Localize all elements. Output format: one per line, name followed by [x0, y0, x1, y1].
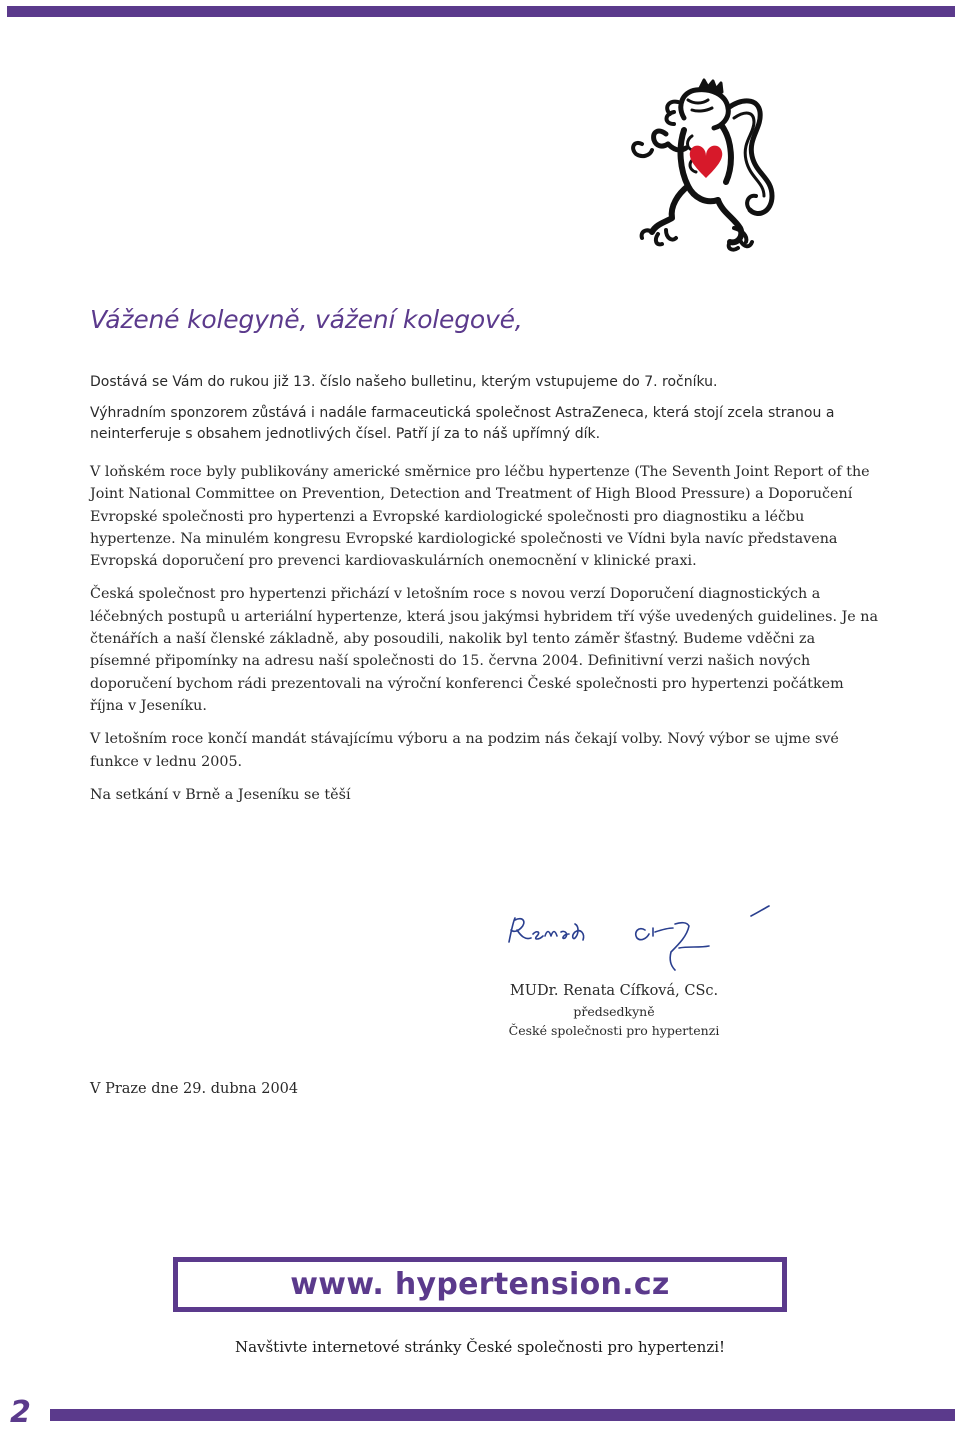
signatory-organization: České společnosti pro hypertenzi: [508, 1023, 720, 1038]
body-paragraph: Česká společnost pro hypertenzi přichází v letošním roce s novou verzí Doporučení diagnostických a léčebných postupů u arteriální hypertenze, která jsou jakýmsi hybridem tří výše uvedených guidelines. Je na čtenářích a naší členské základně, aby posoudili, nakolik byl tento záměr šťastný. Budeme vděčni za písemné připomínky na adresu naší společnosti do 15. června 2004. Definitivní verzi našich nových doporučení bychom rádi prezentovali na výroční konferenci České společnosti pro hypertenzi počátkem října v Jeseníku.: [90, 586, 879, 714]
top-accent-bar: [7, 6, 955, 17]
intro-text: [90, 372, 880, 455]
closing-line: Na setkání v Brně a Jeseníku se těší: [90, 786, 351, 803]
website-link[interactable]: www. hypertension.cz: [178, 1262, 782, 1307]
visit-website-text: Navštivte internetové stránky České společnosti pro hypertenzi!: [234, 1338, 726, 1356]
body-paragraph: V letošním roce končí mandát stávajícímu výboru a na podzim nás čekají volby. Nový výbor se ujme své funkce v lednu 2005.: [90, 731, 839, 770]
bottom-accent-bar: [50, 1409, 955, 1421]
handwritten-signature: [503, 904, 773, 982]
letter-body: [90, 461, 880, 817]
intro-paragraph: Výhradním sponzorem zůstává i nadále farmaceutická společnost AstraZeneca, která stojí zcela stranou a neinterferuje s obsahem jednotlivých čísel. Patří jí za to náš upřímný dík.: [90, 404, 835, 442]
lion-heart-emblem-icon: [622, 78, 784, 253]
greeting-heading: Vážené kolegyně, vážení kolegové,: [90, 305, 523, 334]
letter-date: V Praze dne 29. dubna 2004: [90, 1081, 299, 1097]
website-banner[interactable]: [173, 1257, 787, 1312]
intro-paragraph: Dostává se Vám do rukou již 13. číslo našeho bulletinu, kterým vstupujeme do 7. ročníku.: [90, 374, 718, 390]
signature-block: [470, 980, 758, 1040]
body-paragraph: V loňském roce byly publikovány americké směrnice pro léčbu hypertenze (The Seventh Joint Report of the Joint National Committee on Prevention, Detection and Treatment of High Blood Pressure) a Doporučení Evropské společnosti pro hypertenzi a Evropské kardiologické společnosti pro diagnostiku a léčbu hypertenze. Na minulém kongresu Evropské kardiologické společnosti ve Vídni byla navíc představena Evropská doporučení pro prevenci kardiovaskulárních onemocnění v klinické praxi.: [90, 464, 870, 570]
signatory-name: MUDr. Renata Cífková, CSc.: [509, 983, 719, 999]
page-number: 2: [10, 1395, 31, 1430]
signatory-role: předsedkyně: [573, 1004, 655, 1019]
